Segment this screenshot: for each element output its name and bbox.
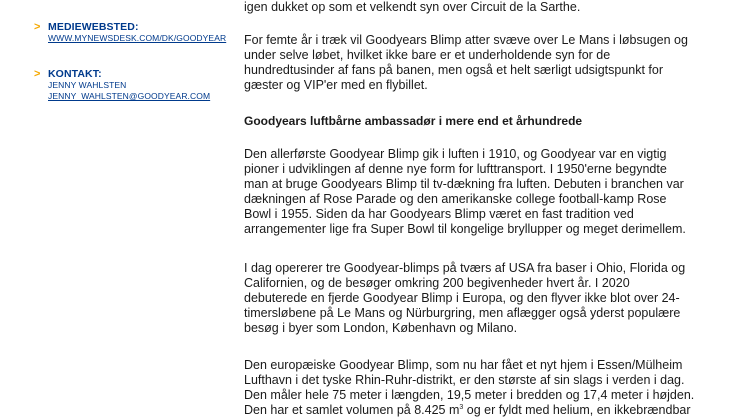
text-line: under selve løbet, hvilket ikke bare er et underholdende syn for de	[244, 48, 611, 62]
contact-title: KONTAKT:	[48, 68, 102, 80]
paragraph-european-blimp	[244, 358, 714, 418]
text-line: I dag opererer tre Goodyear-blimps på tværs af USA fra baser i Ohio, Florida og	[244, 261, 686, 275]
chevron-right-icon: >	[34, 21, 41, 33]
text-line: Den måler hele 75 meter i længden, 19,5 meter i bredden og 17,4 meter i højden.	[244, 388, 695, 402]
media-site-link[interactable]: WWW.MYNEWSDESK.COM/DK/GOODYEAR	[48, 33, 227, 43]
text-line: dækningen af Rose Parade og den amerikanske college football-kamp Rose	[244, 192, 667, 206]
section-heading	[244, 114, 714, 129]
text-line: gæster og VIP'er med en flybillet.	[244, 78, 428, 92]
media-site-title: MEDIEWEBSTED:	[48, 21, 139, 33]
text-line: timersløbene på Le Mans og Nürburgring, men aflægger også yderst populære	[244, 306, 681, 320]
text-line: man at bruge Goodyears Blimp til tv-dækning fra luften. Debuten i branchen var	[244, 177, 684, 191]
text-line: debuterede en fjerde Goodyear Blimp i Europa, og den flyver ikke blot over 24-	[244, 291, 680, 305]
volume-superscript: 3	[459, 403, 464, 411]
paragraph-le-mans	[244, 33, 714, 93]
volume-text-before: Den har et samlet volumen på 8.425 m	[244, 403, 460, 417]
contact-name: JENNY WAHLSTEN	[48, 80, 127, 90]
text-line: For femte år i træk vil Goodyears Blimp atter svæve over Le Mans i løbsugen og	[244, 33, 688, 47]
text-line: Den allerførste Goodyear Blimp gik i luften i 1910, og Goodyear var en vigtig	[244, 147, 667, 161]
text-line: Den europæiske Goodyear Blimp, som nu har fået et nyt hjem i Essen/Mülheim	[244, 358, 683, 372]
chevron-right-icon: >	[34, 68, 41, 80]
volume-text-after: og er fyldt med helium, en ikkebrændbar	[463, 403, 691, 417]
section-heading-text: Goodyears luftbårne ambassadør i mere end et århundrede	[244, 114, 583, 128]
paragraph-intro-tail	[244, 0, 714, 15]
paragraph-today	[244, 261, 714, 336]
text-line: Lufthavn i det tyske Rhin-Ruhr-distrikt, er den største af sin slags i verden i dag.	[244, 373, 685, 387]
paragraph-history	[244, 147, 714, 237]
text-line: hundredtusinder af fans på banen, men også et helt særligt udsigtspunkt for	[244, 63, 664, 77]
text-line: Bowl i 1955. Siden da har Goodyears Blimp været en fast tradition ved	[244, 207, 634, 221]
text-line: Californien, og de besøger omkring 200 begivenheder hvert år. I 2020	[244, 276, 630, 290]
text-line: igen dukket op som et velkendt syn over Circuit de la Sarthe.	[244, 0, 581, 14]
text-line: pioner i udviklingen af denne nye form for lufttransport. I 1950'erne begyndte	[244, 162, 667, 176]
contact-email-link[interactable]: JENNY_WAHLSTEN@GOODYEAR.COM	[48, 91, 211, 101]
text-line: besøg i byer som London, København og Milano.	[244, 321, 518, 335]
text-line-volume	[244, 403, 714, 418]
text-line: arrangementer lige fra Super Bowl til kongelige bryllupper og meget derimellem.	[244, 222, 686, 236]
